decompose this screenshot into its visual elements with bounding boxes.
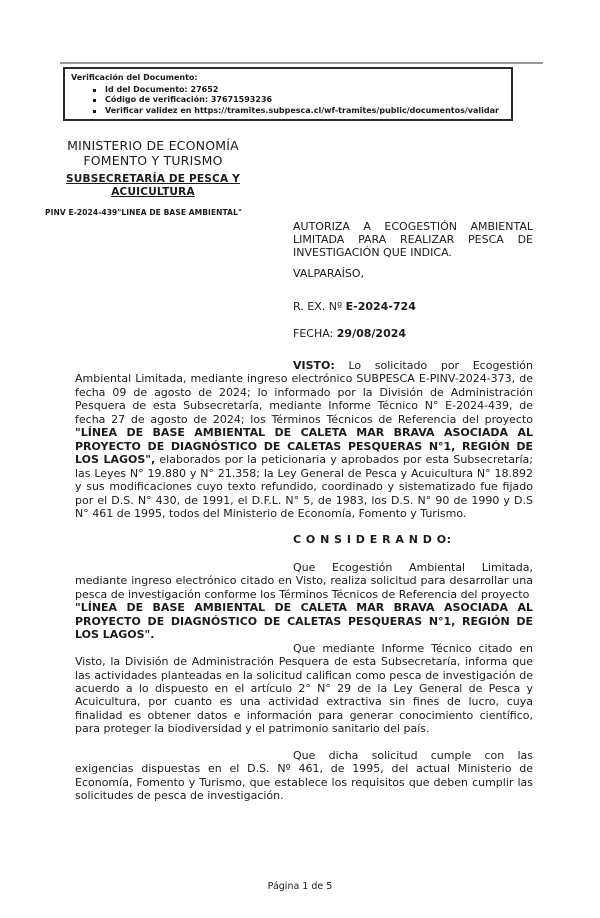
visto-intro: Lo solicitado por Ecogestión Ambiental Limitada, mediante ingreso electrónico SUBPESCA E-PINV-2024-373, de fecha 09 de agosto de 2024; lo informado por la División de Administración Pesquera de esta Subsecretaría, mediante Informe Técnico N° E-2024-439, de fecha 27 de agosto de 2024; los Términos Técnicos de Referencia del proyecto [75, 359, 533, 426]
ministry-name-line2: FOMENTO Y TURISMO [83, 153, 223, 168]
verification-item-url: Verificar validez en https://tramites.subpesca.cl/wf-tramites/public/documentos/validar [71, 106, 505, 117]
verification-item-id: Id del Documento: 27652 [71, 85, 505, 96]
considerando-project-title: "LÍNEA DE BASE AMBIENTAL DE CALETA MAR BRAVA ASOCIADA AL PROYECTO DE DIAGNÓSTICO DE CALETAS PESQUERAS N°1, REGIÓN DE LOS LAGOS". [75, 601, 533, 642]
resolution-subject: AUTORIZA A ECOGESTIÓN AMBIENTAL LIMITADA PARA REALIZAR PESCA DE INVESTIGACIÓN QUE INDICA. [293, 220, 533, 260]
page-number: Página 1 de 5 [267, 881, 333, 892]
resolution-body [75, 359, 533, 803]
subsecretaria-line1: SUBSECRETARÍA DE PESCA Y [66, 173, 240, 185]
verification-box-shadow [60, 62, 543, 64]
date-line [293, 327, 533, 340]
verification-title: Verificación del Documento: [71, 73, 198, 82]
visto-heading: VISTO: [293, 359, 335, 372]
considerando-paragraph-2: Que mediante Informe Técnico citado en Visto, la División de Administración Pesquera de esta Subsecretaría, informa que las actividades planteadas en la solicitud califican como pesca de investigación de acuerdo a lo dispuesto en el artículo 2° N° 29 de la Ley General de Pesca y Acuicultura, por cuanto es una actividad extractiva sin fines de lucro, cuya finalidad es obtener datos e información para generar conocimiento científico, para proteger la biodiversidad y el patrimonio sanitario del país. [75, 641, 533, 736]
date-value: 29/08/2024 [336, 327, 407, 341]
visto-paragraph [75, 359, 533, 520]
considerando-paragraph-1: Que Ecogestión Ambiental Limitada, mediante ingreso electrónico citado en Visto, realiza solicitud para desarrollar una pesca de investigación conforme los Términos Técnicos de Referencia del proyecto [75, 560, 533, 601]
resolution-number-label: R. EX. Nº [293, 299, 346, 313]
file-reference: PINV E-2024-439"LINEA DE BASE AMBIENTAL" [45, 208, 242, 217]
city-line: VALPARAÍSO, [293, 266, 365, 280]
resolution-title-block [293, 220, 533, 340]
resolution-number-line [293, 300, 533, 313]
date-label: FECHA: [293, 327, 337, 341]
verification-box [63, 67, 513, 121]
verification-list [71, 85, 505, 117]
considerando-heading: C O N S I D E R A N D O: [293, 533, 452, 547]
subsecretaria-line2: ACUICULTURA [111, 186, 195, 198]
considerando-paragraph-3: Que dicha solicitud cumple con las exigencias dispuestas en el D.S. Nº 461, de 1995, del actual Ministerio de Economía, Fomento y Turismo, que establece los requisitos que deben cumplir las solicitudes de pesca de investigación. [75, 748, 533, 803]
letterhead [38, 138, 268, 217]
verification-item-code: Código de verificación: 37671593236 [71, 95, 505, 106]
visto-project-title: "LÍNEA DE BASE AMBIENTAL DE CALETA MAR BRAVA ASOCIADA AL PROYECTO DE DIAGNÓSTICO DE CALETAS PESQUERAS N°1, REGIÓN DE LOS LAGOS", [75, 426, 533, 467]
ministry-name-line1: MINISTERIO DE ECONOMÍA [67, 138, 239, 153]
subsecretaria-name [38, 173, 268, 199]
visto-rest: elaborados por la peticionaria y aprobados por esta Subsecretaría; las Leyes N° 19.880 y N° 21.358; la Ley General de Pesca y Acuicultura N° 18.892 y sus modificaciones cuyo texto refundido, coordinado y sistematizado fue fijado por el D.S. N° 430, de 1991, el D.F.L. N° 5, de 1983, los D.S. N° 90 de 1990 y D.S N° 461 de 1995, todos del Ministerio de Economía, Fomento y Turismo. [75, 453, 533, 520]
resolution-number-value: E-2024-724 [345, 299, 416, 313]
